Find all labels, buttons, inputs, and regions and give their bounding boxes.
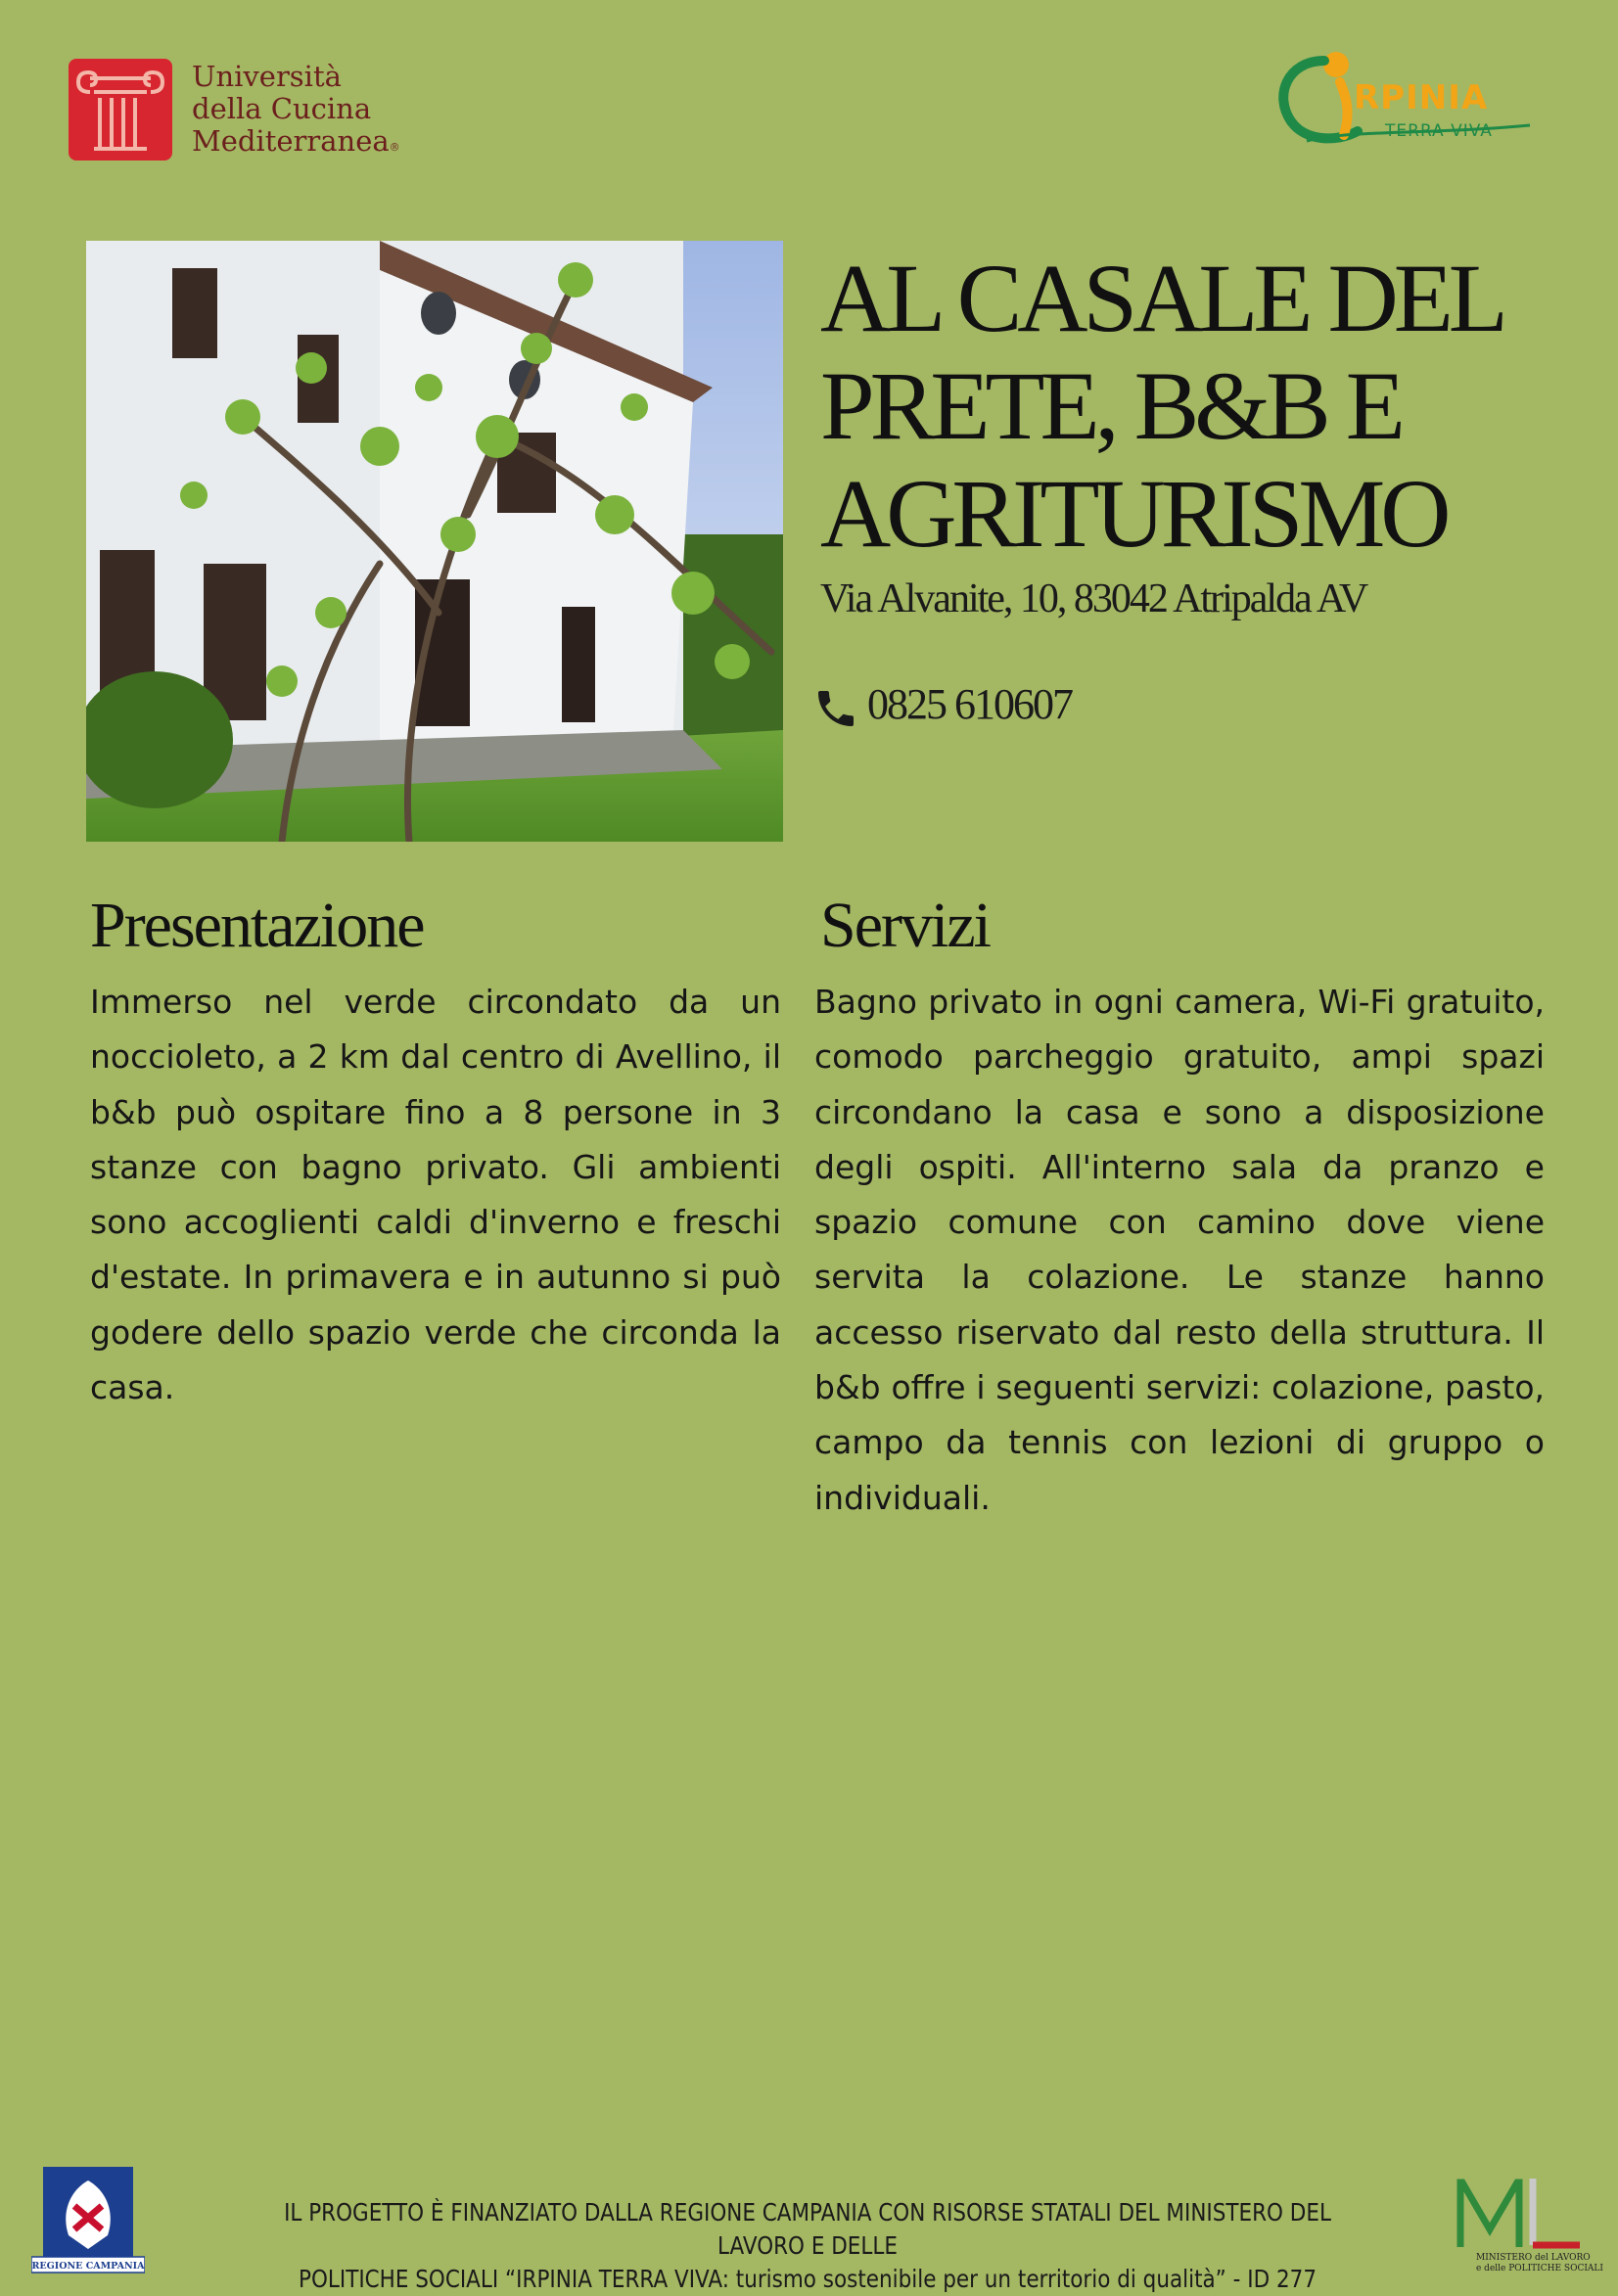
address: Via Alvanite, 10, 83042 Atripalda AV bbox=[820, 576, 1367, 621]
irpinia-terra-viva-logo bbox=[1268, 47, 1542, 155]
page-title bbox=[820, 245, 1584, 568]
logo-line-1: Università bbox=[192, 60, 342, 93]
registered-mark: ® bbox=[389, 141, 400, 154]
presentazione-heading: Presentazione bbox=[90, 890, 424, 961]
irpinia-logo-tagline: TERRA VIVA bbox=[1385, 121, 1493, 141]
title-line-3: AGRITURISMO bbox=[820, 459, 1447, 568]
country-house-photo bbox=[86, 241, 783, 842]
logo-line-2: della Cucina bbox=[192, 92, 372, 125]
ministero-text bbox=[1476, 2253, 1603, 2274]
regione-label: REGIONE CAMPANIA bbox=[31, 2261, 145, 2272]
title-line-1: AL CASALE DEL bbox=[820, 244, 1503, 352]
servizi-text: Bagno privato in ogni camera, Wi-Fi gratuito, comodo parcheggio gratuito, ampi spazi circondano la casa e sono a disposizione degli ospiti. All'interno sala da pranzo e spazio comune con camino dove viene servita la colazione. Le stanze hanno accesso riservato dal resto della struttura. Il b&b offre i seguenti servizi: colazione, pasto, campo da tennis con lezioni di gruppo o individuali. bbox=[814, 983, 1545, 1517]
phone-number[interactable]: 0825 610607 bbox=[867, 680, 1072, 728]
column-capital-icon bbox=[69, 59, 172, 161]
universita-logo-text bbox=[192, 61, 400, 163]
phone-icon bbox=[812, 685, 859, 732]
footer-line-1: IL PROGETTO È FINANZIATO DALLA REGIONE CAMPANIA CON RISORSE STATALI DEL MINISTERO DEL LAVORO E DELLE bbox=[284, 2198, 1331, 2260]
footer-line-2: POLITICHE SOCIALI “IRPINIA TERRA VIVA: turismo sostenibile per un territorio di qualità” - ID 277 bbox=[298, 2265, 1318, 2293]
irpinia-logo-name: RPINIA bbox=[1354, 78, 1489, 117]
ministero-line-1: MINISTERO del LAVORO bbox=[1476, 2253, 1591, 2263]
ministero-lavoro-logo bbox=[1455, 2171, 1603, 2282]
universita-cucina-mediterranea-logo bbox=[69, 59, 401, 166]
presentazione-text: Immerso nel verde circondato da un noccioleto, a 2 km dal centro di Avellino, il b&b può ospitare fino a 8 persone in 3 stanze con bagno privato. Gli ambienti sono accoglienti caldi d'inverno e freschi d'estate. In primavera e in autunno si può godere dello spazio verde che circonda la casa. bbox=[90, 983, 781, 1407]
regione-campania-logo bbox=[31, 2167, 145, 2274]
ministero-line-2: e delle POLITICHE SOCIALI bbox=[1476, 2264, 1603, 2273]
footer-funding-note bbox=[248, 2196, 1367, 2296]
title-line-2: PRETE, B&B E bbox=[820, 351, 1401, 460]
servizi-heading: Servizi bbox=[820, 890, 990, 961]
logo-line-3: Mediterranea bbox=[192, 124, 390, 158]
